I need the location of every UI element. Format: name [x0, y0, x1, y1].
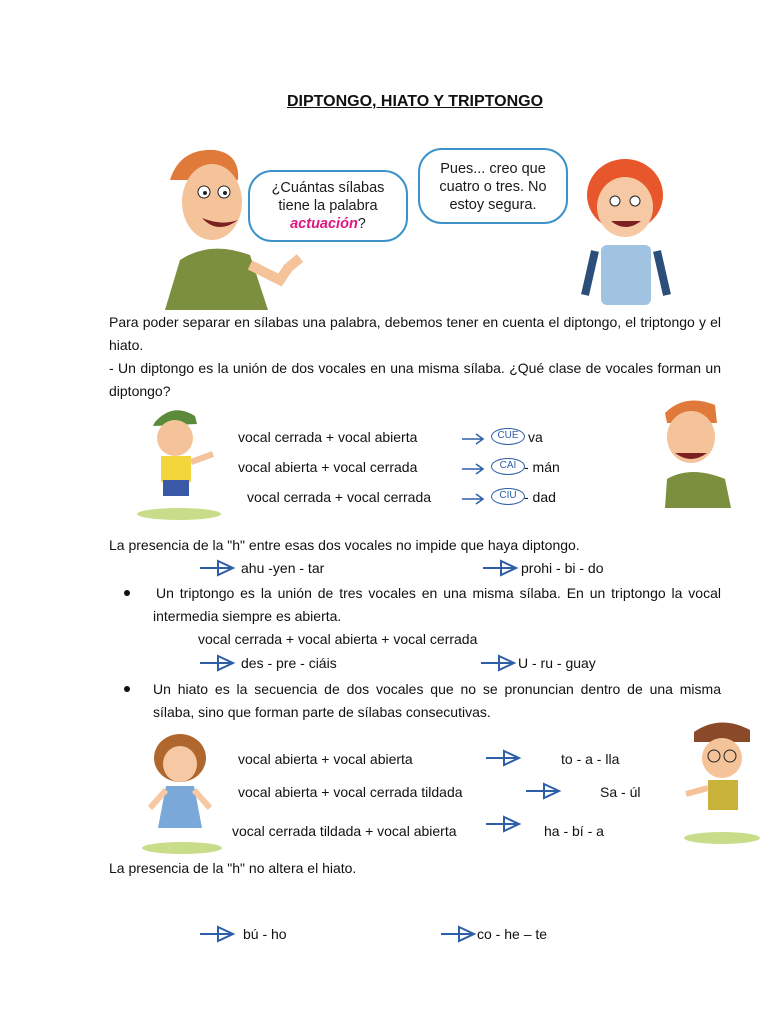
h-diptongo-text: La presencia de la "h" entre esas dos vocales no impide que haya diptongo.: [109, 537, 580, 553]
bubble-punct: ?: [357, 216, 366, 232]
rule-text: vocal cerrada + vocal cerrada: [247, 489, 432, 505]
syllable-oval: CIU: [491, 488, 525, 505]
girl-dress-illustration: [138, 728, 228, 854]
arrow-icon: [200, 926, 236, 942]
arrow-icon: [481, 655, 517, 671]
example-text: to - a - lla: [561, 751, 620, 767]
bubble-line: [250, 215, 406, 233]
boy-glasses-illustration: [680, 714, 760, 844]
triptongo-definition: Un triptongo es la unión de tres vocales en una misma sílaba. En un triptongo la vocal intermedia siempre es abierta.: [153, 585, 721, 624]
bubble-line: estoy segura.: [449, 197, 537, 213]
example-text: des - pre - ciáis: [241, 655, 337, 671]
arrow-icon: [486, 750, 522, 766]
example-text: co - he – te: [477, 926, 548, 942]
intro-paragraph: Para poder separar en sílabas una palabra, debemos tener en cuenta el diptongo, el triptongo y el hiato.: [109, 314, 721, 353]
diptongo-definition: - Un diptongo es la unión de dos vocales en una misma sílaba. ¿Qué clase de vocales forman un diptongo?: [109, 360, 721, 399]
example-text: ahu -yen - tar: [241, 560, 325, 576]
small-arrow-icon: [462, 492, 486, 506]
rule-text: vocal abierta + vocal abierta: [238, 751, 413, 767]
girl-illustration: [575, 155, 685, 305]
arrow-icon: [483, 560, 519, 576]
boy-side-illustration: [645, 393, 737, 508]
boy-cap-illustration: [133, 402, 225, 520]
arrow-icon: [200, 655, 236, 671]
arrow-icon: [200, 560, 236, 576]
highlight-word: actuación: [290, 216, 358, 232]
syllable-rest: va: [528, 429, 543, 445]
small-arrow-icon: [462, 462, 486, 476]
bubble-line: ¿Cuántas sílabas: [271, 180, 385, 196]
example-text: prohi - bi - do: [521, 560, 604, 576]
example-text: ha - bí - a: [544, 823, 604, 839]
h-hiato-text: La presencia de la "h" no altera el hiato.: [109, 860, 357, 876]
example-text: bú - ho: [243, 926, 287, 942]
bubble-line: cuatro o tres. No: [439, 179, 547, 195]
arrow-icon: [441, 926, 477, 942]
bullet-icon: [124, 686, 130, 692]
rule-text: vocal cerrada tildada + vocal abierta: [232, 823, 457, 839]
bullet-icon: [124, 590, 130, 596]
arrow-icon: [526, 783, 562, 799]
bubble-line: tiene la palabra: [278, 198, 378, 214]
bubble-line: Pues... creo que: [440, 161, 546, 177]
rule-text: vocal cerrada + vocal abierta: [238, 429, 418, 445]
syllable-oval: CUE: [491, 428, 525, 445]
arrow-icon: [486, 816, 522, 832]
rule-text: vocal abierta + vocal cerrada tildada: [238, 784, 463, 800]
syllable-rest: - mán: [524, 459, 560, 475]
boy-speech-bubble: [248, 170, 408, 242]
example-text: Sa - úl: [600, 784, 641, 800]
syllable-oval: CAI: [491, 458, 525, 475]
girl-speech-bubble: [418, 148, 568, 224]
rule-text: vocal abierta + vocal cerrada: [238, 459, 418, 475]
small-arrow-icon: [462, 432, 486, 446]
page-title: DIPTONGO, HIATO Y TRIPTONGO: [286, 93, 544, 110]
hiato-definition: Un hiato es la secuencia de dos vocales que no se pronuncian dentro de una misma sílaba, sino que forman parte de sílabas consecutivas.: [153, 681, 721, 720]
example-text: U - ru - guay: [518, 655, 596, 671]
rule-text: vocal cerrada + vocal abierta + vocal cerrada: [198, 631, 478, 647]
syllable-rest: - dad: [524, 489, 556, 505]
